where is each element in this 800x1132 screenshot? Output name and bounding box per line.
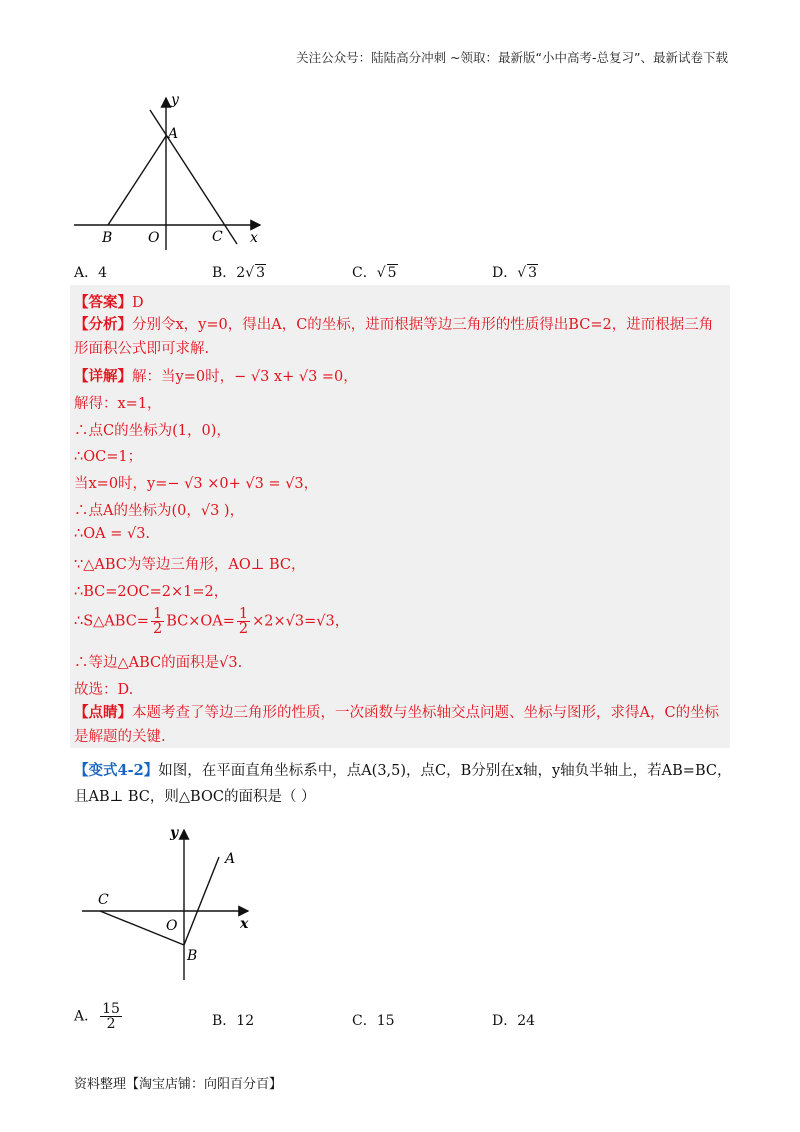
detail-line-3: ∴点C的坐标为(1，0)， — [74, 423, 231, 439]
detail-line-7: ∴OA = √3. — [74, 526, 151, 542]
q2-choices — [74, 1000, 734, 1036]
detail-line-12: 故选：D. — [74, 682, 134, 698]
label-C-2: C — [98, 892, 109, 908]
detail-line-4: ∴OC=1； — [74, 449, 143, 465]
detail-line-10: ∴S△ABC= $\frac{1}{2}$ BC×OA= $\frac{1}{2}$ ×2×√3=√3， — [74, 606, 350, 637]
detail-line-2: 解得：x=1， — [74, 396, 162, 412]
label-A: A — [168, 126, 179, 142]
page-footer: 资料整理【淘宝店铺：向阳百分百】 — [74, 1077, 283, 1092]
detail-line-8: ∵△ABC为等边三角形，AO⊥ BC， — [74, 557, 306, 573]
detail-line-11: ∴等边△ABC的面积是√3. — [74, 655, 243, 671]
label-y: y — [171, 92, 179, 108]
label-O: O — [148, 230, 160, 246]
answer-line: 【答案】D — [74, 294, 144, 311]
figure-1-triangle-graph — [70, 88, 270, 253]
question-2-tag: 【变式4-2】 — [74, 762, 159, 779]
choice-c[interactable]: C．√ 5 — [352, 265, 397, 281]
choice-a-2[interactable]: A． $\frac{15}{2}$ — [74, 1001, 120, 1032]
choice-c-2[interactable]: C．15 — [352, 1013, 395, 1029]
question-2 — [74, 758, 734, 810]
detail-line-1: 【详解】解：当y=0时，− √3 x+ √3 =0， — [74, 368, 358, 385]
choice-b-2[interactable]: B．12 — [212, 1013, 255, 1029]
q1-choices — [74, 262, 734, 282]
label-x: x — [250, 230, 258, 246]
solution-box — [70, 285, 730, 748]
choice-d[interactable]: D．√ 3 — [492, 265, 538, 281]
detail-line-6: ∴点A的坐标为(0，√3 )， — [74, 503, 245, 519]
label-B: B — [102, 230, 113, 246]
figure-2-graph — [78, 820, 268, 985]
label-B-2: B — [187, 948, 198, 964]
label-y-2: y — [170, 825, 179, 841]
choice-b[interactable]: B．2√ 3 — [212, 265, 266, 281]
choice-a[interactable]: A．4 — [74, 265, 108, 281]
detail-line-5: 当x=0时，y=− √3 ×0+ √3 = √3， — [74, 476, 319, 492]
question-2-text: 如图，在平面直角坐标系中，点A(3,5)，点C，B分别在x轴，y轴负半轴上，若AB=BC，且AB⊥ BC，则△BOC的面积是（ ） — [74, 763, 732, 805]
line-AB — [108, 136, 166, 225]
line-AC — [150, 110, 237, 244]
choice-d-2[interactable]: D．24 — [492, 1013, 536, 1029]
analysis-line: 【分析】分别令x，y=0，得出A，C的坐标，进而根据等边三角形的性质得出BC=2，进而根据三角形面积公式即可求解. — [74, 316, 714, 357]
comment-line: 【点睛】本题考查了等边三角形的性质，一次函数与坐标轴交点问题、坐标与图形，求得A，C的坐标是解题的关键. — [74, 704, 720, 745]
label-O-2: O — [166, 918, 178, 934]
page-header: 关注公众号：陆陆高分冲刺 ~领取：最新版“小中高考-总复习”、最新试卷下载 — [296, 50, 728, 65]
line-BA — [184, 857, 219, 945]
label-A-2: A — [225, 851, 236, 867]
detail-line-9: ∴BC=2OC=2×1=2， — [74, 584, 229, 600]
label-x-2: x — [240, 916, 249, 932]
label-C: C — [212, 229, 223, 245]
